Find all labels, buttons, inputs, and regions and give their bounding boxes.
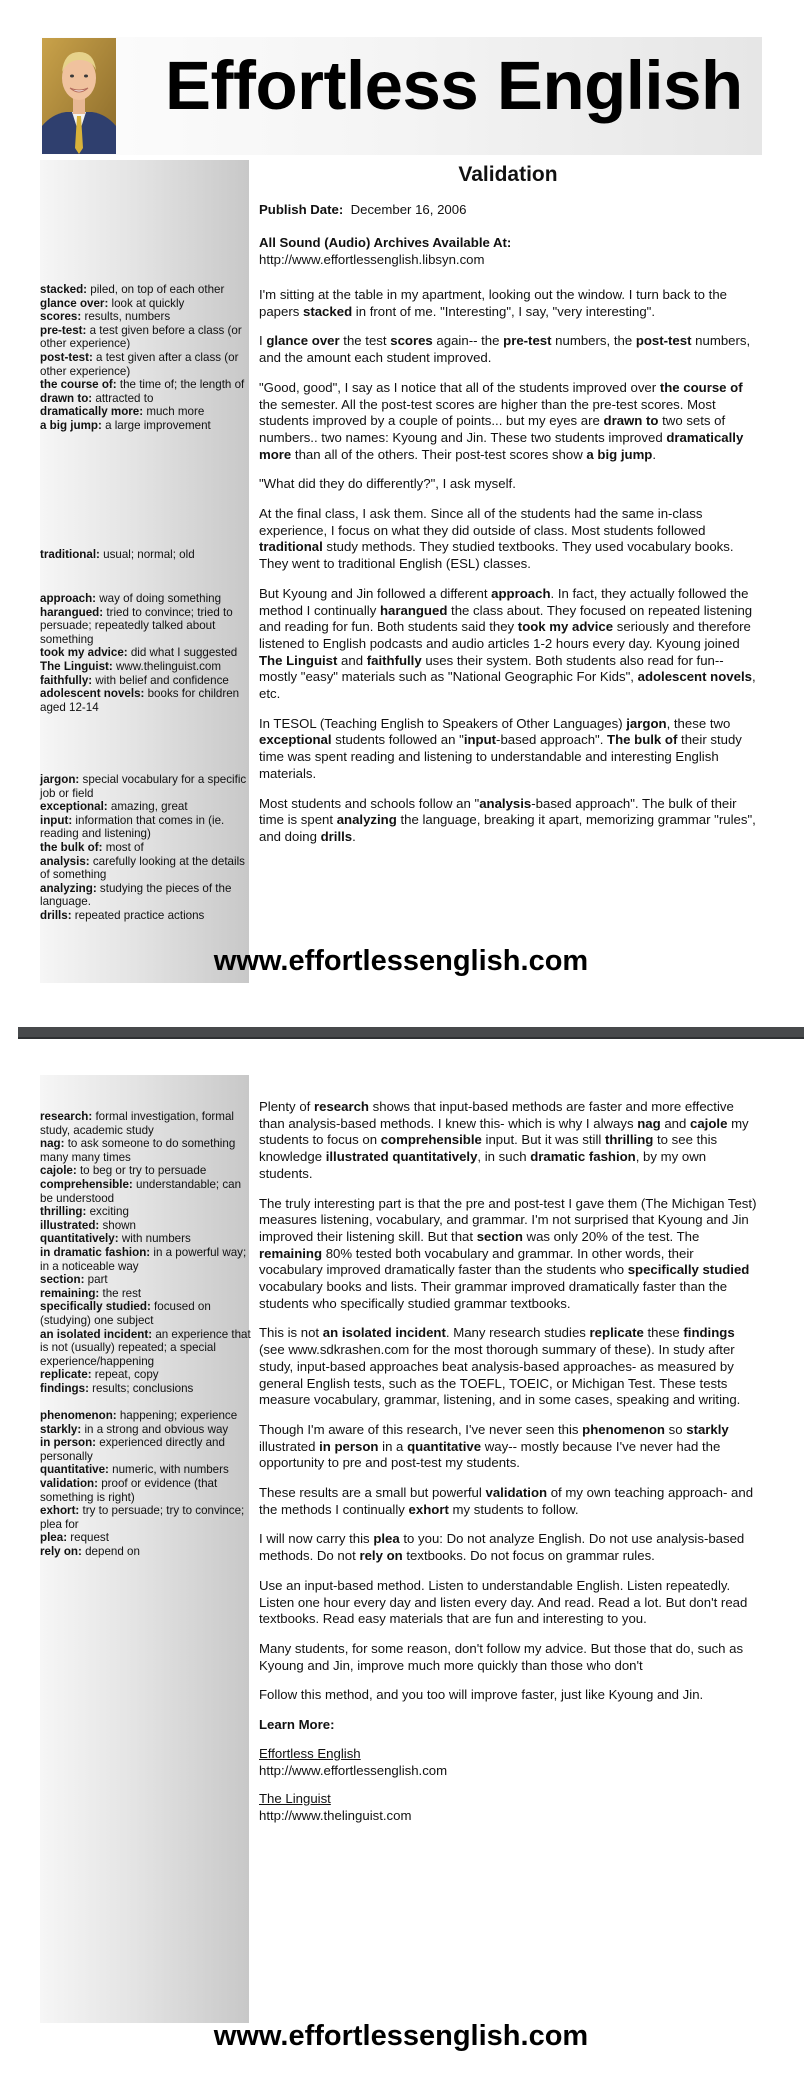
- paragraph: [259, 333, 757, 366]
- glossary-entry: [40, 1164, 251, 1178]
- glossary-term: cajole:: [40, 1164, 77, 1178]
- text-run: was only 20% of the test. The: [522, 1228, 700, 1244]
- glossary-entry: [40, 419, 251, 433]
- learn-more-link[interactable]: [259, 1746, 757, 1779]
- glossary-entry: [40, 646, 251, 660]
- text-run: textbooks. Do not focus on grammar rules.: [402, 1548, 655, 1564]
- vocab-term: pre-test: [503, 333, 552, 349]
- glossary-definition: results; conclusions: [88, 1381, 194, 1395]
- glossary-term: faithfully:: [40, 673, 93, 687]
- text-run: , these two: [666, 715, 731, 731]
- vocab-term: stacked: [303, 303, 353, 319]
- glossary-definition: attracted to: [92, 391, 154, 405]
- glossary-entry: [40, 1436, 251, 1463]
- vocab-term: jargon: [626, 715, 667, 731]
- glossary-definition: request: [67, 1531, 109, 1545]
- vocab-term: The bulk of: [607, 732, 678, 748]
- text-run: to see this knowledge: [259, 1132, 718, 1165]
- text-run: , etc.: [259, 669, 756, 702]
- vocab-term: took my advice: [517, 619, 614, 635]
- paragraph: [259, 586, 757, 703]
- glossary-term: glance over:: [40, 296, 109, 310]
- vocab-term: illustrated quantitatively: [325, 1149, 478, 1165]
- text-run: the semester. All the post-test scores are higher than the pre-test scores. Most students improved by a couple of points... but my eyes are: [259, 396, 716, 429]
- glossary-definition: tried to convince; tried to persuade; repeatedly talked about something: [40, 605, 233, 646]
- text-run: illustrated: [259, 1438, 320, 1454]
- text-run: .: [652, 446, 657, 462]
- glossary-term: approach:: [40, 592, 97, 605]
- text-run: . In fact, they actually followed the method I continually: [259, 585, 749, 618]
- paragraph: [259, 476, 757, 493]
- paragraph: [259, 1196, 757, 1313]
- glossary-entry: [40, 1463, 251, 1477]
- link-name[interactable]: Effortless English: [259, 1745, 361, 1761]
- glossary-definition: a large improvement: [101, 418, 211, 432]
- text-run: again-- the: [432, 333, 504, 349]
- page-1: [40, 37, 762, 982]
- text-run: I will now carry this: [259, 1531, 374, 1547]
- text-run: these: [643, 1325, 684, 1341]
- glossary-group: [40, 548, 251, 562]
- article-body-page-1: [259, 287, 757, 859]
- glossary-entry: [40, 1328, 251, 1369]
- text-run: numbers, the: [551, 333, 636, 349]
- glossary-entry: [40, 297, 251, 311]
- glossary-term: harangued:: [40, 605, 104, 619]
- vocab-term: in person: [319, 1438, 379, 1454]
- glossary-definition: amazing, great: [107, 800, 188, 814]
- vocab-term: thrilling: [604, 1132, 654, 1148]
- glossary-term: the bulk of:: [40, 840, 103, 854]
- glossary-term: thrilling:: [40, 1205, 87, 1219]
- vocab-term: dramatic fashion: [530, 1149, 636, 1165]
- glossary-entry: [40, 674, 251, 688]
- vocab-term: replicate: [589, 1325, 644, 1341]
- text-run: , in such: [477, 1149, 531, 1165]
- glossary-entry: [40, 1205, 251, 1219]
- paragraph: [259, 1099, 757, 1183]
- glossary-definition: part: [84, 1273, 108, 1287]
- glossary-definition: understandable; can be understood: [40, 1177, 242, 1205]
- glossary-definition: formal investigation, formal study, academic study: [40, 1110, 234, 1137]
- glossary-term: drawn to:: [40, 391, 93, 405]
- glossary-entry: [40, 283, 251, 297]
- vocab-term: harangued: [379, 602, 448, 618]
- glossary-definition: exciting: [86, 1205, 129, 1219]
- text-run: vocabulary books and lists. Their grammar improved dramatically faster than the students who specifically studied grammar textbooks.: [259, 1279, 728, 1311]
- text-run: . Many research studies: [445, 1325, 590, 1341]
- text-run: their study time was spent reading and listening to understandable and interesting English materials.: [259, 732, 742, 781]
- link-url[interactable]: http://www.effortlessenglish.com: [259, 1762, 448, 1778]
- paragraph: [259, 1422, 757, 1472]
- glossary-term: analysis:: [40, 854, 90, 868]
- paragraph: [259, 716, 757, 783]
- glossary-entry: [40, 1423, 251, 1437]
- text-run: 80% tested both vocabulary and grammar. In other words, their vocabulary improved dramatically faster than the students who: [259, 1245, 694, 1278]
- paragraph: [259, 796, 757, 846]
- glossary-term: pre-test:: [40, 323, 87, 337]
- text-run: Many students, for some reason, don't follow my advice. But those that do, such as Kyoung and Jin, improve much more quickly than those who don't: [259, 1640, 744, 1673]
- text-run: Though I'm aware of this research, I've never seen this: [259, 1421, 583, 1437]
- glossary-definition: way of doing something: [96, 592, 222, 605]
- glossary-definition: special vocabulary for a specific job or field: [40, 773, 247, 800]
- glossary-term: rely on:: [40, 1544, 82, 1558]
- vocab-term: findings: [683, 1325, 735, 1341]
- glossary-definition: an experience that is not (usually) repeated; a special experience/happening: [40, 1327, 251, 1368]
- glossary-term: plea:: [40, 1531, 68, 1545]
- glossary-group: [40, 1110, 251, 1395]
- glossary-definition: to beg or try to persuade: [76, 1164, 207, 1178]
- text-run: students followed an ": [331, 732, 464, 748]
- glossary-term: starkly:: [40, 1422, 82, 1436]
- text-run: two sets of numbers.. two names: Kyoung and Jin. These two students improved: [259, 413, 726, 445]
- text-run: uses their system. Both students also read for fun-- mostly "easy" materials such as "National Geographic For Kids",: [259, 652, 724, 685]
- glossary-definition: look at quickly: [108, 296, 185, 310]
- paragraph: [259, 1578, 757, 1628]
- footer-url[interactable]: www.effortlessenglish.com: [213, 2020, 589, 2052]
- link-name[interactable]: The Linguist: [259, 1791, 331, 1807]
- text-run: Plenty of: [259, 1099, 314, 1114]
- glossary-term: phenomenon:: [40, 1409, 117, 1422]
- glossary-entry: [40, 1219, 251, 1233]
- vocab-term: exceptional: [259, 732, 332, 748]
- text-run: my students to follow.: [448, 1501, 579, 1517]
- paragraph: [259, 1641, 757, 1674]
- archives-label: All Sound (Audio) Archives Available At:: [259, 235, 512, 250]
- glossary-entry: [40, 592, 251, 606]
- glossary-entry: [40, 1531, 251, 1545]
- text-run: This is not: [259, 1325, 323, 1341]
- text-run: study methods. They studied textbooks. They used vocabulary books. They went to traditional English (ESL) classes.: [259, 539, 734, 572]
- glossary-entry: [40, 324, 251, 351]
- glossary-entry: [40, 882, 251, 909]
- glossary-entry: [40, 1409, 251, 1423]
- glossary-definition: with numbers: [118, 1232, 191, 1246]
- text-run: in front of me. "Interesting", I say, "very interesting".: [352, 303, 655, 319]
- text-run: and: [337, 652, 367, 668]
- glossary-definition: did what I suggested: [127, 646, 238, 660]
- page-divider: [18, 1027, 804, 1039]
- vocab-term: validation: [485, 1485, 548, 1501]
- vocab-term: rely on: [359, 1548, 403, 1564]
- glossary-term: section:: [40, 1273, 85, 1287]
- glossary-entry: [40, 1477, 251, 1504]
- glossary-term: findings:: [40, 1381, 89, 1395]
- publish-label: Publish Date:: [259, 202, 344, 217]
- vocab-term: nag: [637, 1115, 661, 1131]
- text-run: -based approach".: [496, 732, 608, 748]
- glossary-term: an isolated incident:: [40, 1327, 153, 1341]
- vocab-term: drawn to: [603, 413, 659, 429]
- vocab-term: research: [313, 1099, 369, 1114]
- glossary-entry: [40, 773, 251, 800]
- glossary-term: took my advice:: [40, 646, 128, 660]
- glossary-definition: experienced directly and personally: [40, 1436, 225, 1463]
- text-run: the test: [339, 333, 391, 349]
- glossary-entry: [40, 1273, 251, 1287]
- glossary-term: nag:: [40, 1137, 65, 1151]
- glossary-definition: to ask someone to do something many many times: [40, 1137, 236, 1164]
- glossary-term: stacked:: [40, 283, 88, 296]
- glossary-entry: [40, 841, 251, 855]
- text-run: These results are a small but powerful: [259, 1485, 486, 1501]
- text-run: Use an input-based method. Listen to understandable English. Listen repeatedly. Listen one hour every day and listen every day. And read. Read a lot. But don't read textbooks. Read easy materials that are fun and interesting to you.: [259, 1577, 748, 1627]
- glossary-entry: [40, 1137, 251, 1164]
- glossary-entry: [40, 1368, 251, 1382]
- paragraph: [259, 380, 757, 464]
- vocab-term: plea: [373, 1531, 400, 1547]
- archives-url[interactable]: http://www.effortlessenglish.libsyn.com: [259, 252, 485, 267]
- glossary-definition: carefully looking at the details of something: [40, 854, 245, 882]
- glossary-entry: [40, 800, 251, 814]
- glossary-term: a big jump:: [40, 418, 102, 432]
- glossary-term: quantitatively:: [40, 1232, 119, 1246]
- text-run: of my own teaching approach- and the methods I continually: [259, 1485, 754, 1517]
- text-run: Most students and schools follow an ": [259, 795, 480, 811]
- glossary-definition: numeric, with numbers: [108, 1463, 229, 1477]
- glossary-definition: the time of; the length of: [116, 378, 245, 392]
- glossary-definition: information that comes in (ie. reading and listening): [40, 813, 225, 841]
- glossary-term: illustrated:: [40, 1218, 100, 1232]
- glossary-entry: [40, 1287, 251, 1301]
- footer-url[interactable]: www.effortlessenglish.com: [213, 945, 589, 977]
- glossary-definition: www.thelinguist.com: [112, 659, 222, 673]
- glossary-definition: the rest: [99, 1286, 142, 1300]
- text-run: the language, breaking it apart, memorizing grammar "rules", and doing: [259, 812, 756, 844]
- glossary-term: analyzing:: [40, 881, 97, 895]
- vocab-term: phenomenon: [582, 1421, 665, 1437]
- glossary-entry: [40, 606, 251, 647]
- article-body-page-2: [259, 1099, 757, 1837]
- glossary-definition: try to persuade; try to convince; plea for: [40, 1504, 245, 1531]
- vocab-term: analysis: [479, 795, 532, 811]
- glossary-definition: a test given before a class (or other experience): [40, 323, 242, 351]
- glossary-definition: most of: [102, 840, 144, 854]
- glossary-definition: happening; experience: [116, 1409, 238, 1422]
- glossary-entry: [40, 1232, 251, 1246]
- text-run: input. But it was still: [481, 1132, 605, 1148]
- header-banner: [40, 37, 762, 155]
- archives-block: [259, 234, 757, 268]
- paragraph: [259, 1485, 757, 1518]
- glossary-term: drills:: [40, 908, 72, 922]
- text-run: in a: [378, 1438, 408, 1454]
- glossary-term: in person:: [40, 1436, 97, 1450]
- vocab-term: section: [476, 1228, 523, 1244]
- paragraph: [259, 506, 757, 573]
- vocab-term: approach: [491, 585, 551, 601]
- publish-line: [259, 201, 757, 218]
- glossary-definition: a test given after a class (or other experience): [40, 350, 239, 378]
- glossary-term: replicate:: [40, 1368, 92, 1382]
- glossary-entry: [40, 1300, 251, 1327]
- glossary-term: jargon:: [40, 773, 80, 786]
- vocab-term: drills: [320, 828, 353, 844]
- glossary-entry: [40, 378, 251, 392]
- text-run: The truly interesting part is that the pre and post-test I gave them (The Michigan Test) measures listening, vocabulary, and grammar. I'm not surprised that Kyoung and Jin improved their listening skill. But that: [259, 1195, 757, 1244]
- paragraph: [259, 1325, 757, 1409]
- text-run: At the final class, I ask them. Since all of the students had the same in-class experience, I focus on what they did outside of class. Most students followed: [259, 506, 706, 538]
- glossary-definition: piled, on top of each other: [87, 283, 225, 296]
- text-run: seriously and therefore listened to English podcasts and audio articles 1-2 hours every day. Kyoung joined: [259, 619, 751, 651]
- glossary-term: research:: [40, 1110, 93, 1123]
- glossary-definition: results, numbers: [81, 310, 171, 324]
- glossary-definition: depend on: [81, 1544, 140, 1558]
- text-run: the class about. They focused on repeated listening and reading for fun. Both students said they: [259, 602, 753, 635]
- vocab-term: exhort: [408, 1501, 449, 1517]
- glossary-entry: [40, 687, 251, 714]
- glossary-term: traditional:: [40, 548, 100, 561]
- glossary-group: [40, 592, 251, 714]
- vocab-term: The Linguist: [259, 652, 338, 668]
- text-run: shows that input-based methods are faster and more effective than analysis-based methods. I knew this- which is why I always: [259, 1099, 734, 1131]
- vocab-term: specifically studied: [627, 1262, 750, 1278]
- glossary-definition: in a strong and obvious way: [81, 1422, 229, 1436]
- text-run: Follow this method, and you too will improve faster, just like Kyoung and Jin.: [259, 1687, 704, 1703]
- glossary-entry: [40, 392, 251, 406]
- vocab-term: scores: [390, 333, 433, 349]
- text-run: But Kyoung and Jin followed a different: [259, 585, 492, 601]
- text-run: so: [664, 1421, 687, 1437]
- text-run: -based approach". The bulk of their time is spent: [259, 795, 737, 828]
- glossary-entry: [40, 1382, 251, 1396]
- text-run: , by my own students.: [259, 1149, 707, 1181]
- page-2: [40, 1075, 762, 2092]
- text-run: numbers, and the amount each student improved.: [259, 333, 751, 366]
- glossary-term: comprehensible:: [40, 1177, 133, 1191]
- glossary-definition: shown: [99, 1218, 136, 1232]
- glossary-entry: [40, 1178, 251, 1205]
- glossary-entry: [40, 660, 251, 674]
- site-title: Effortless English: [165, 47, 743, 124]
- glossary-definition: proof or evidence (that something is right): [40, 1476, 218, 1504]
- vocab-term: quantitative: [407, 1438, 482, 1454]
- glossary-term: validation:: [40, 1476, 98, 1490]
- glossary-entry: [40, 855, 251, 882]
- glossary-entry: [40, 1110, 251, 1137]
- paragraph: [259, 1687, 757, 1704]
- article-title: Validation: [458, 163, 558, 186]
- glossary-definition: books for children aged 12-14: [40, 687, 240, 714]
- glossary-entry: [40, 310, 251, 324]
- paragraph: [259, 1531, 757, 1564]
- glossary-definition: studying the pieces of the language.: [40, 881, 232, 909]
- glossary-definition: much more: [143, 405, 205, 419]
- vocab-term: post-test: [635, 333, 692, 349]
- glossary-entry: [40, 1246, 251, 1273]
- text-run: way-- mostly because I've never had the opportunity to pre and post-test my students.: [259, 1438, 721, 1471]
- learn-more-link[interactable]: [259, 1791, 757, 1824]
- glossary-entry: [40, 405, 251, 419]
- text-run: I'm sitting at the table in my apartment, looking out the window. I turn back to the papers: [259, 287, 727, 319]
- glossary-term: The Linguist:: [40, 659, 113, 673]
- vocab-term: an isolated incident: [322, 1325, 446, 1341]
- text-run: than all of the others. Their post-test scores show: [291, 446, 587, 462]
- vocab-term: remaining: [259, 1245, 323, 1261]
- link-url[interactable]: http://www.thelinguist.com: [259, 1807, 412, 1823]
- glossary-term: exceptional:: [40, 800, 108, 814]
- glossary-term: remaining:: [40, 1286, 100, 1300]
- vocab-term: adolescent novels: [637, 669, 752, 685]
- vocab-term: analyzing: [336, 812, 397, 828]
- glossary-definition: focused on (studying) one subject: [40, 1300, 211, 1327]
- learn-more-title: Learn More:: [259, 1717, 335, 1733]
- glossary-definition: with belief and confidence: [92, 673, 229, 687]
- glossary-definition: repeated practice actions: [71, 908, 205, 922]
- glossary-term: quantitative:: [40, 1463, 109, 1477]
- paragraph: [259, 287, 757, 320]
- glossary-entry: [40, 814, 251, 841]
- text-run: I: [259, 333, 267, 349]
- glossary-entry: [40, 1504, 251, 1531]
- glossary-term: scores:: [40, 310, 82, 324]
- text-run: In TESOL (Teaching English to Speakers of Other Languages): [259, 715, 627, 731]
- author-photo: [42, 38, 116, 154]
- glossary-term: input:: [40, 813, 73, 827]
- vocab-term: dramatically more: [259, 429, 744, 462]
- vocab-term: input: [463, 732, 497, 748]
- glossary-definition: usual; normal; old: [99, 548, 195, 561]
- text-run: "Good, good", I say as I notice that all of the students improved over: [259, 379, 660, 395]
- glossary-term: exhort:: [40, 1504, 80, 1518]
- vocab-term: a big jump: [586, 446, 653, 462]
- vocab-term: cajole: [690, 1115, 728, 1131]
- publish-date: December 16, 2006: [350, 202, 467, 217]
- vocab-term: faithfully: [366, 652, 422, 668]
- glossary-term: adolescent novels:: [40, 687, 145, 701]
- vocab-term: comprehensible: [380, 1132, 482, 1148]
- glossary-term: the course of:: [40, 378, 117, 392]
- vocab-term: the course of: [659, 379, 743, 395]
- glossary-group: [40, 1409, 251, 1559]
- vocab-term: glance over: [266, 333, 340, 349]
- vocab-term: starkly: [686, 1421, 729, 1437]
- glossary-entry: [40, 1545, 251, 1559]
- vocab-term: traditional: [259, 539, 323, 555]
- text-run: .: [352, 828, 356, 844]
- glossary-term: specifically studied:: [40, 1300, 151, 1314]
- glossary-term: in dramatic fashion:: [40, 1245, 151, 1259]
- text-run: to you: Do not analyze English. Do not use analysis-based methods. Do not: [259, 1531, 745, 1564]
- glossary-entry: [40, 351, 251, 378]
- glossary-term: dramatically more:: [40, 405, 144, 419]
- text-run: "What did they do differently?", I ask myself.: [259, 476, 516, 492]
- glossary-entry: [40, 548, 251, 562]
- text-run: (see www.sdkrashen.com for the most thorough summary of these). In study after study, input-based approaches beat analysis-based approaches- as measured by general English tests, such as the TOEFL, TOEIC, or Michigan Test. These tests measure vocabulary, grammar, listening, and in some cases, speaking and writing.: [259, 1342, 741, 1408]
- text-run: my students to focus on: [259, 1115, 749, 1148]
- glossary-definition: in a powerful way; in a noticeable way: [40, 1245, 247, 1273]
- glossary-term: post-test:: [40, 350, 93, 364]
- glossary-group: [40, 773, 251, 923]
- glossary-definition: repeat, copy: [91, 1368, 159, 1382]
- glossary-entry: [40, 909, 251, 923]
- glossary-group: [40, 283, 251, 433]
- text-run: and: [660, 1115, 691, 1131]
